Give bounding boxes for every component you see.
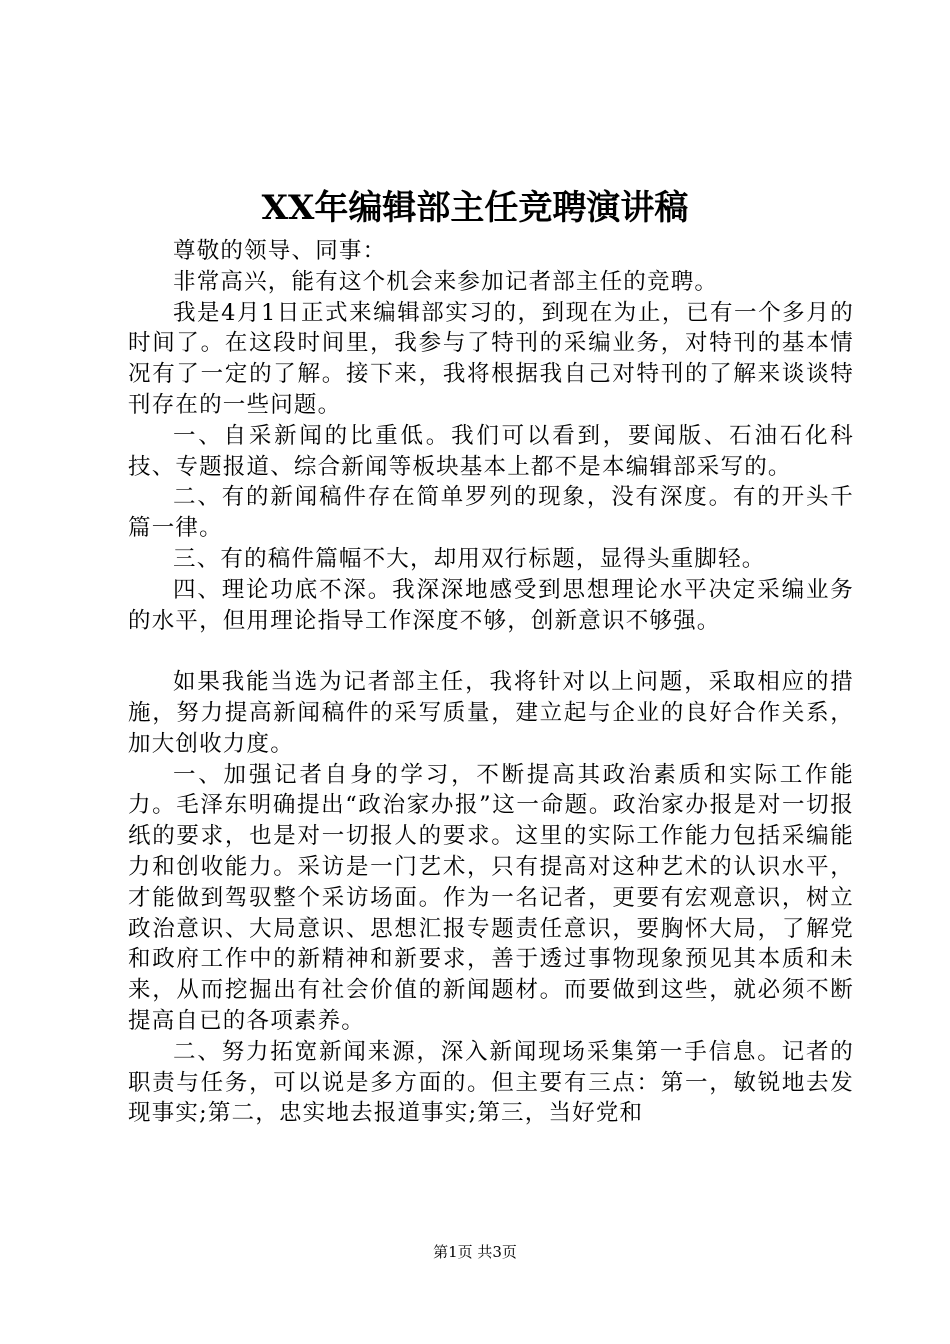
paragraph-problem-4: 四、理论功底不深。我深深地感受到思想理论水平决定采编业务的水平，但用理论指导工作深度不够，创新意识不够强。 xyxy=(128,576,854,634)
page-footer: 第1页 共3页 xyxy=(433,1243,517,1261)
paragraph-problem-2: 二、有的新闻稿件存在简单罗列的现象，没有深度。有的开头千篇一律。 xyxy=(128,484,854,542)
paragraph-plan-intro: 如果我能当选为记者部主任，我将针对以上问题，采取相应的措施，努力提高新闻稿件的采写质量，建立起与企业的良好合作关系，加大创收力度。 xyxy=(128,669,854,757)
paragraph-opening: 非常高兴，能有这个机会来参加记者部主任的竞聘。 xyxy=(173,268,719,295)
paragraph-salutation: 尊敬的领导、同事： xyxy=(173,238,387,264)
document-title: XX年编辑部主任竞聘演讲稿 xyxy=(261,188,689,228)
paragraph-plan-2: 二、努力拓宽新闻来源，深入新闻现场采集第一手信息。记者的职责与任务，可以说是多方面的。但主要有三点：第一，敏锐地去发现事实;第二，忠实地去报道事实;第三，当好党和 xyxy=(128,1038,854,1127)
paragraph-spacer xyxy=(128,636,854,667)
paragraph-problem-3: 三、有的稿件篇幅不大，却用双行标题，显得头重脚轻。 xyxy=(173,545,766,572)
document-body xyxy=(128,236,854,1129)
paragraph-intro: 我是4月1日正式来编辑部实习的，到现在为止，已有一个多月的时间了。在这段时间里，我参与了特刊的采编业务，对特刊的基本情况有了一定的了解。接下来，我将根据我自己对特刊的了解来谈谈特刊存在的一些问题。 xyxy=(128,299,854,418)
paragraph-plan-1: 一、加强记者自身的学习，不断提高其政治素质和实际工作能力。毛泽东明确提出“政治家办报”这一命题。政治家办报是对一切报纸的要求，也是对一切报人的要求。这里的实际工作能力包括采编能力和创收能力。采访是一门艺术，只有提高对这种艺术的认识水平，才能做到驾驭整个采访场面。作为一名记者，更要有宏观意识，树立政治意识、大局意识、思想汇报专题责任意识，要胸怀大局，了解党和政府工作中的新精神和新要求，善于透过事物现象预见其本质和未来，从而挖掘出有社会价值的新闻题材。而要做到这些，就必须不断提高自已的各项素养。 xyxy=(128,761,854,1034)
paragraph-problem-1: 一、自采新闻的比重低。我们可以看到，要闻版、石油石化科技、专题报道、综合新闻等板块基本上都不是本编辑部采写的。 xyxy=(128,422,854,480)
